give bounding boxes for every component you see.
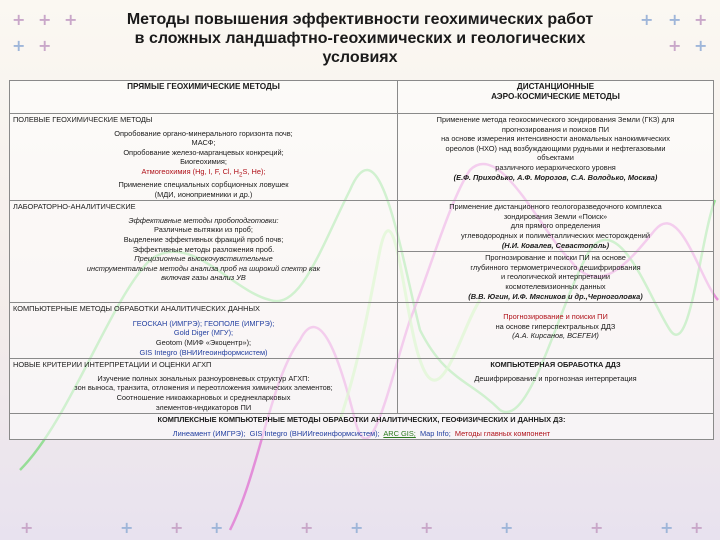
title-line: в сложных ландшафтно-геохимических и геологических [134,30,586,47]
header-line: АЭРО-КОСМИЧЕСКИЕ МЕТОДЫ [491,91,620,101]
title-line: условиях [322,49,398,66]
atmo-tail: , He); [247,166,266,176]
lab-item: Эффективные методы пробоподготовки: [128,215,279,225]
comp-methods-heading: КОМПЬЮТЕРНЫЕ МЕТОДЫ ОБРАБОТКИ АНАЛИТИЧЕСКИХ ДАННЫХ [13,304,260,314]
lab-methods-heading: ЛАБОРАТОРНО-АНАЛИТИЧЕСКИЕ [13,202,136,212]
comp-methods-cell [10,303,398,359]
plus-icon: + [210,518,224,537]
deep-authors: (В.В. Югин, И.Ф. Мясников и др.,Черноголовка) [468,291,643,301]
slide-title [60,10,660,67]
complex-tools [13,429,710,439]
poisk-cell [398,201,714,252]
plus-icon: + [12,36,26,55]
hyper-authors: (А.А. Кирсанов, ВСЕГЕИ) [512,331,599,341]
ddz-heading: КОМПЬЮТЕРНАЯ ОБРАБОТКА ДДЗ [490,360,621,370]
complex-heading: КОМПЛЕКСНЫЕ КОМПЬЮТЕРНЫЕ МЕТОДЫ ОБРАБОТКИ АНАЛИТИЧЕСКИХ, ГЕОФИЗИЧЕСКИХ И ДАННЫХ ДЗ: [157,415,566,425]
ggz-line: объектами [537,153,574,163]
criteria-item: элементов-индикаторов ПИ [155,402,252,412]
criteria-item: Изучение полных зональных разноуровневых структур АГХП: [97,373,310,383]
field-item: Биогеохимия; [180,157,227,167]
field-item: Опробование органо-минерального горизонта почв; [114,128,293,138]
ggz-line: различного иерархического уровня [495,162,616,172]
plus-icon: + [694,36,708,55]
plus-icon: + [300,518,314,537]
plus-icon: + [668,36,682,55]
field-item: Применение специальных сорбционных ловушек [118,180,289,190]
poisk-line: для прямого определения [510,221,601,231]
criteria-heading: НОВЫЕ КРИТЕРИИ ИНТЕРПРЕТАЦИИ И ОЦЕНКИ АГХП [13,360,212,370]
ggz-authors: (Е.Ф. Приходько, А.Ф. Морозов, С.А. Володько, Москва) [453,172,658,182]
ggz-line: Применение метода геокосмического зондирования Земли (ГКЗ) для [436,115,675,124]
plus-icon: + [660,518,674,537]
criteria-item: зон выноса, транзита, отложения и переотложения химических элементов; [74,383,333,393]
poisk-line: Применение дистанционного геологоразведочного комплекса [449,202,662,212]
right-column-header [398,81,714,114]
lab-item: Эффективные методы разложения проб. [132,244,275,254]
methods-table [9,80,714,440]
deep-line: глубинного термометрического дешифрирования [470,262,641,272]
atmo-subscript: 2 [239,171,243,179]
field-item-atmo [13,167,394,180]
lab-item: инструментальные методы анализа проб на широкий спектр как [86,263,321,273]
ggz-line: ореолов (НХО) над возбуждающими рудными и нефтегазовыми [445,143,666,153]
plus-icon: + [500,518,514,537]
poisk-line: углеводородных и полиметаллических месторождений [461,231,650,240]
tool-arc-gis: ARC GIS; [383,428,416,438]
plus-icon: + [12,10,26,29]
poisk-line: зондирования Земли «Поиск» [503,211,608,221]
complex-cell [10,414,714,440]
header-line: ДИСТАНЦИОННЫЕ [516,82,595,91]
lab-item: Прецизионные высокочувствительные [134,254,273,264]
tool-gis-integro: GIS Integro (ВНИИгеоинформсистем); [249,428,380,438]
lab-item: включая газы анализ УВ [161,273,246,283]
plus-icon: + [590,518,604,537]
ddz-cell [398,359,714,414]
ggz-line: на основе измерения интенсивности аномальных нанокимических [441,134,670,144]
plus-icon: + [694,10,708,29]
deep-line: и геологической интерпретации [501,272,610,282]
plus-icon: + [350,518,364,537]
comp-item: Gold Diger (МГУ); [173,328,234,338]
comp-item: Geotom (МИФ «Экоцентр»); [155,337,252,347]
title-line: Методы повышения эффективности геохимических работ [126,11,594,28]
plus-icon: + [640,10,654,29]
field-item: Опробование железо-марганцевых конкреций; [123,147,284,157]
criteria-cell [10,359,398,414]
plus-icon: + [170,518,184,537]
lab-item: Различные вытяжки из проб; [154,225,253,235]
field-item: МАСФ; [191,138,216,148]
plus-icon: + [120,518,134,537]
lab-item: Выделение эффективных фракций проб почв; [123,235,284,244]
plus-icon: + [64,10,78,29]
ddz-text: Дешифрирование и прогнозная интерпретация [474,373,637,383]
field-methods-heading: ПОЛЕВЫЕ ГЕОХИМИЧЕСКИЕ МЕТОДЫ [13,115,153,124]
plus-icon: + [38,36,52,55]
comp-item: ГЕОСКАН (ИМГРЭ); ГЕОПОЛЕ (ИМГРЭ); [132,318,275,328]
atmo-s: S [242,166,248,176]
plus-icon: + [420,518,434,537]
hyper-cell [398,303,714,359]
plus-icon: + [668,10,682,29]
tool-lineament: Линеамент (ИМГРЭ); [172,428,246,438]
hyper-line: Прогнозирование и поиски ПИ [503,312,608,322]
comp-item: GIS Integro (ВНИИгеоинформсистем) [139,347,268,357]
plus-icon: + [38,10,52,29]
field-methods-cell [10,114,398,201]
criteria-item: Соотношение никоаккарновых и среднекларковых [116,392,291,402]
poisk-authors: (Н.И. Ковалев, Севастополь) [501,240,610,250]
lab-methods-cell [10,201,398,303]
ggz-line: прогнозирования и поисков ПИ [501,124,610,134]
plus-icon: + [690,518,704,537]
deep-line: космотелевизионных данных [505,281,606,291]
tool-map-info: Map Info; [419,428,451,438]
plus-icon: + [20,518,34,537]
left-column-header: ПРЯМЫЕ ГЕОХИМИЧЕСКИЕ МЕТОДЫ [10,81,398,114]
ggz-cell [398,114,714,201]
atmo-text: Атмогеохимия (Hg, I, F, Cl, H [141,166,240,176]
tool-pca: Методы главных компонент [454,428,551,438]
field-item: (МДИ, ионоприемники и др.) [154,189,253,199]
deep-cell [398,252,714,303]
deep-line: Прогнозирование и поиски ПИ на основе [485,253,626,263]
hyper-line: на основе гиперспектральных ДДЗ [495,321,616,331]
